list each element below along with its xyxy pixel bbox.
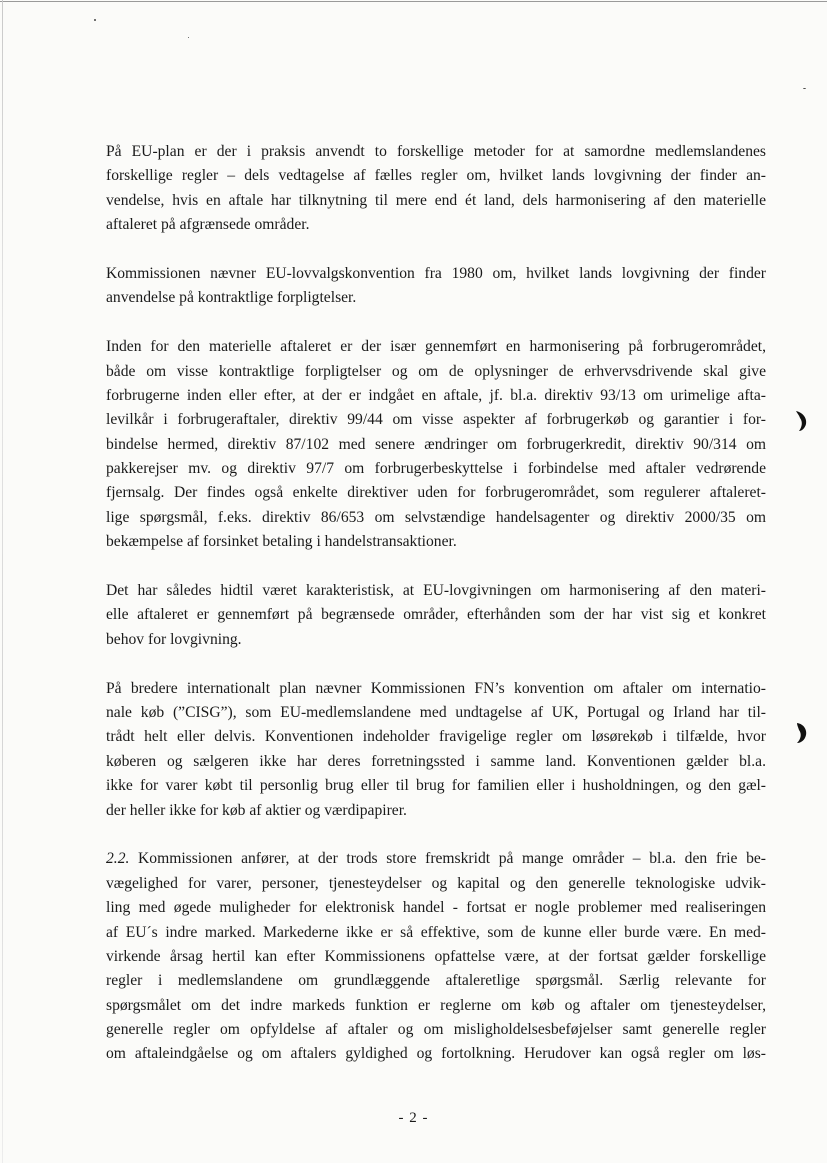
text-line: af EU´s indre marked. Markederne ikke er så effektive, som de kunne eller burde være. En med- (106, 923, 766, 941)
text-line: På EU-plan er der i praksis anvendt to forskellige metoder for at samordne medlemslandenes (106, 143, 766, 160)
text-line: ikke for varer købt til personlig brug eller til brug for familien eller i husholdningen, og den gæl- (106, 777, 766, 795)
text-line: der heller ikke for køb af aktier og værdipapirer. (106, 801, 407, 819)
section-number: 2.2. (106, 850, 130, 868)
text-line: forbrugerne inden eller efter, at der er indgået en aftale, jf. bl.a. direktiv 93/13 om urimelige afta- (106, 386, 766, 404)
text-line: ling med øgede muligheder for elektronisk handel - fortsat er nogle problemer med realiseringen (106, 899, 766, 917)
text-line: anvendelse på kontraktlige forpligtelser. (106, 289, 357, 307)
scan-edge-top (0, 1, 827, 2)
scan-speck (803, 88, 806, 89)
text-line: køberen og sælgeren ikke har deres forretningssted i samme land. Konventionen gælder bl.a. (106, 752, 766, 770)
text-line: elle aftaleret er gennemført på begrænsede områder, efterhånden som der har vist sig et konkret (106, 606, 766, 624)
paragraph (106, 677, 766, 823)
text-line: bindelse hermed, direktiv 87/102 med senere ændringer om forbrugerkredit, direktiv 90/314 om (106, 435, 766, 453)
text-line: vægelighed for varer, personer, tjenesteydelser og kapital og den generelle teknologiske udvik- (106, 874, 766, 892)
binder-hole-mark (794, 410, 808, 432)
text-line: pakkerejser mv. og direktiv 97/7 om forbrugerbeskyttelse i forbindelse med aftaler vedrørende (106, 460, 766, 478)
text-line: levilkår i forbrugeraftaler, direktiv 99/44 om visse aspekter af forbrugerkøb og garantier i for- (106, 411, 766, 429)
paragraph (106, 579, 766, 652)
text-line: bekæmpelse af forsinket betaling i handelstransaktioner. (106, 533, 457, 551)
text-line: Inden for den materielle aftaleret er der især gennemført en harmonisering på forbrugerområdet, (106, 338, 766, 356)
scan-edge-left (2, 0, 3, 1163)
text-line: Kommissionen nævner EU-lovvalgskonvention fra 1980 om, hvilket lands lovgivning der finder (106, 264, 766, 282)
text-line: om aftaleindgåelse og om aftalers gyldighed og fortolkning. Herudover kan også regler om løs- (106, 1045, 766, 1063)
text-line: fjernsalg. Der findes også enkelte direktiver uden for forbrugerområdet, som regulerer aftaleret- (106, 484, 766, 502)
paragraph (106, 140, 766, 238)
text-line: Det har således hidtil været karakteristisk, at EU-lovgivningen om harmonisering af den materi- (106, 582, 766, 600)
text-line: nale køb (”CISG”), som EU-medlemslandene med undtagelse af UK, Portugal og Irland har til- (106, 703, 766, 721)
text-line: vendelse, hvis en aftale har tilknytning til mere end ét land, dels harmonisering af den materielle (106, 191, 766, 209)
page-number: - 2 - (398, 1110, 429, 1126)
text-line-content: Kommissionen anfører, at der trods store fremskridt på mange områder – bl.a. den frie be- (138, 850, 766, 868)
document-body (106, 140, 766, 1091)
text-line: trådt helt eller delvis. Konventionen indeholder fravigelige regler om løsørekøb i tilfælde, hvor (106, 728, 766, 746)
binder-hole-mark (794, 722, 808, 744)
text-line: behov for lovgivning. (106, 630, 242, 648)
paragraph (106, 335, 766, 555)
paragraph (106, 847, 766, 1067)
text-line: generelle regler om opfyldelse af aftaler og om misligholdelsesbeføjelser samt generelle regler (106, 1021, 766, 1039)
text-line: regler i medlemslandene om grundlæggende aftaleretlige spørgsmål. Særlig relevante for (106, 972, 766, 990)
scan-speck (94, 19, 96, 21)
text-line (106, 847, 766, 871)
text-line: forskellige regler – dels vedtagelse af fælles regler om, hvilket lands lovgivning der finder an- (106, 167, 766, 185)
text-line: virkende årsag hertil kan efter Kommissionens opfattelse være, at der fortsat gælder forskellige (106, 947, 766, 965)
text-line: spørgsmålet om det indre markeds funktion er reglerne om køb og aftaler om tjenesteydelser, (106, 996, 766, 1014)
text-line: lige spørgsmål, f.eks. direktiv 86/653 om selvstændige handelsagenter og direktiv 2000/35 om (106, 508, 766, 526)
text-line: både om visse kontraktlige forpligtelser og om de oplysninger de erhvervsdrivende skal give (106, 362, 766, 380)
scan-speck (188, 37, 189, 38)
text-line: På bredere internationalt plan nævner Kommissionen FN’s konvention om aftaler om internatio- (106, 679, 766, 697)
paragraph (106, 262, 766, 311)
text-line: aftaleret på afgrænsede områder. (106, 216, 310, 234)
